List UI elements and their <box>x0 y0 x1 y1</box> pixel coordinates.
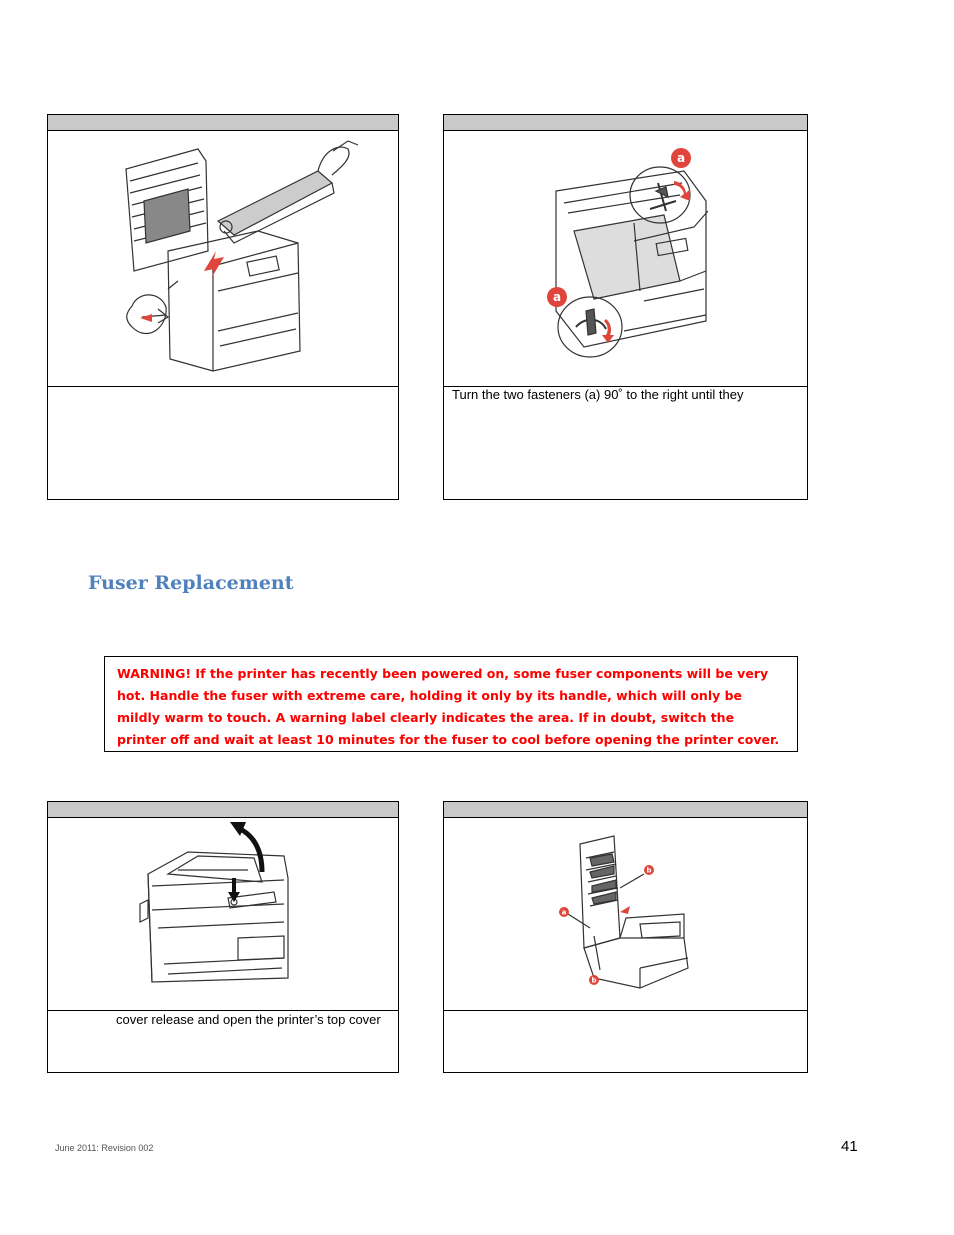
panel-header-bar <box>444 115 807 131</box>
printer-belt-removal-illustration <box>48 131 400 386</box>
footer-revision: June 2011: Revision 002 <box>55 1143 154 1153</box>
fastener-turn-illustration <box>444 131 809 386</box>
callout-label-b: b <box>591 976 597 985</box>
panel-illustration <box>444 818 807 1011</box>
panel-illustration <box>48 818 398 1011</box>
panel-caption: cover release and open the printer’s top cover <box>116 1012 381 1027</box>
callout-label-a: a <box>561 908 567 917</box>
printer-open-cover-illustration <box>48 818 400 1010</box>
callout-label-a: a <box>552 290 562 304</box>
panel-header-bar <box>48 115 398 131</box>
instruction-panel-turn-fasteners <box>443 114 808 500</box>
instruction-panel-open-cover <box>47 801 399 1073</box>
warning-box: WARNING! If the printer has recently been powered on, some fuser components will be very hot. Handle the fuser with extreme care, holding it only by its handle, which will only be mildly warm to touch. A warning label clearly indicates the area. If in doubt, switch the printer off and wait at least 10 minutes for the fuser to cool before opening the printer cover. <box>104 656 798 752</box>
panel-header-bar <box>48 802 398 818</box>
page-number: 41 <box>841 1138 858 1155</box>
panel-illustration <box>48 131 398 387</box>
instruction-panel-remove-belt <box>47 114 399 500</box>
instruction-panel-fuser-levers <box>443 801 808 1073</box>
callout-label-a: a <box>676 151 686 165</box>
panel-illustration <box>444 131 807 387</box>
callout-label-b: b <box>646 866 652 875</box>
panel-caption: Turn the two fasteners (a) 90˚ to the right until they <box>452 387 744 402</box>
section-heading: Fuser Replacement <box>88 572 294 594</box>
panel-header-bar <box>444 802 807 818</box>
fuser-levers-illustration <box>444 818 809 1010</box>
